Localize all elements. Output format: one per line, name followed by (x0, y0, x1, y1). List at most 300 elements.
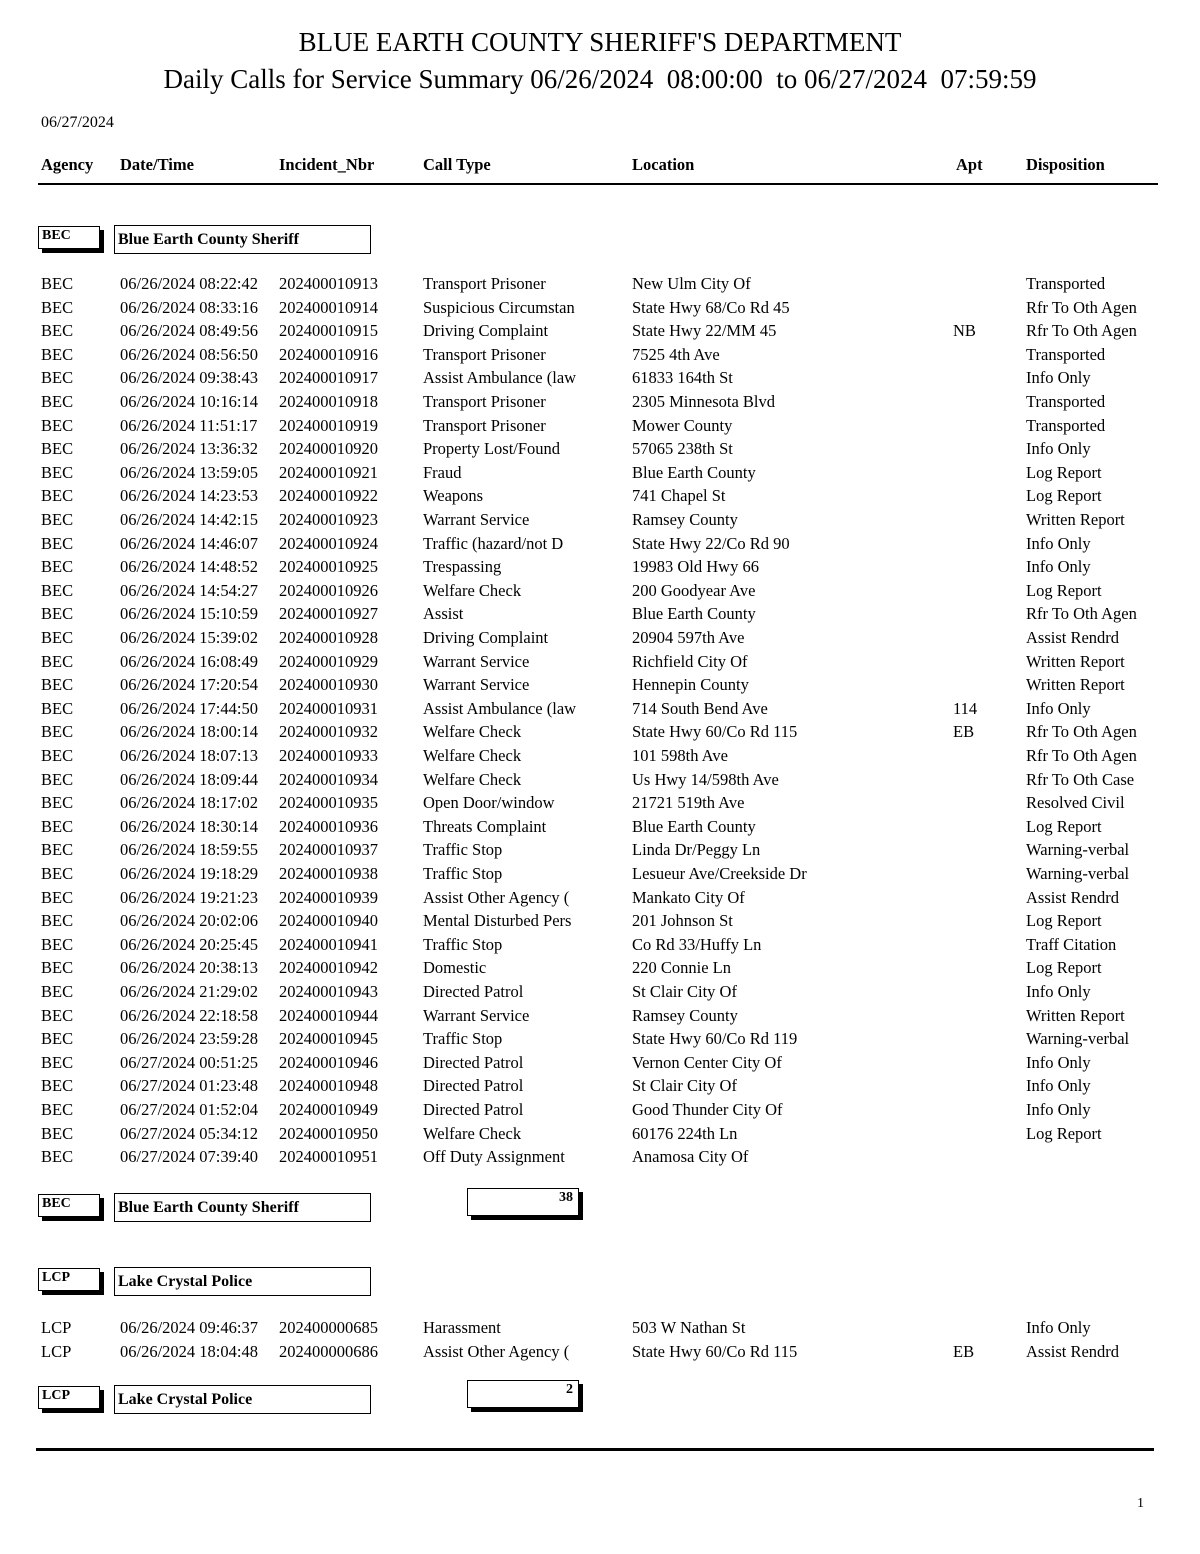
table-row (0, 485, 1200, 507)
table-row (0, 839, 1200, 861)
cell-disposition: Written Report (1026, 651, 1125, 671)
cell-location: 20904 597th Ave (632, 628, 745, 647)
cell-incident: 202400010944 (279, 1005, 378, 1025)
column-header-location: Location (632, 155, 695, 174)
cell-datetime: 06/26/2024 14:54:27 (120, 580, 258, 600)
cell-location: 7525 4th Ave (632, 344, 720, 364)
cell-agency: BEC (41, 1147, 74, 1167)
cell-agency: BEC (41, 368, 74, 388)
cell-location: Blue Earth County (632, 816, 756, 836)
table-row (0, 603, 1200, 625)
cell-call-type: Warrant Service (423, 675, 530, 695)
cell-datetime: 06/27/2024 07:39:40 (120, 1147, 258, 1167)
cell-incident: 202400010951 (279, 1147, 378, 1167)
table-row (0, 721, 1200, 743)
cell-incident: 202400010931 (279, 698, 378, 718)
cell-incident: 202400010919 (279, 415, 378, 435)
cell-disposition: Info Only (1026, 1076, 1091, 1096)
table-row (0, 769, 1200, 791)
cell-call-type: Directed Patrol (423, 1076, 524, 1096)
table-row (0, 344, 1200, 366)
cell-agency: LCP (41, 1318, 72, 1337)
cell-incident: 202400010922 (279, 486, 378, 506)
cell-agency: BEC (41, 557, 74, 577)
cell-location: State Hwy 60/Co Rd 115 (632, 722, 798, 742)
cell-disposition: Info Only (1026, 439, 1091, 459)
cell-disposition: Info Only (1026, 698, 1091, 718)
cell-call-type: Property Lost/Found (423, 439, 561, 459)
group-count-box-bec: 38 (467, 1188, 579, 1216)
column-header-datetime: Date/Time (120, 155, 194, 174)
cell-agency: BEC (41, 793, 74, 813)
group-footer-code-box-lcp: LCP (38, 1386, 100, 1409)
cell-datetime: 06/26/2024 18:00:14 (120, 722, 258, 742)
cell-call-type: Welfare Check (423, 580, 522, 600)
cell-incident: 202400010950 (279, 1123, 378, 1143)
cell-location: Mower County (632, 415, 733, 435)
cell-incident: 202400010940 (279, 911, 378, 931)
cell-agency: BEC (41, 486, 74, 506)
cell-agency: BEC (41, 533, 74, 553)
cell-incident: 202400010945 (279, 1029, 378, 1049)
cell-datetime: 06/27/2024 01:23:48 (120, 1076, 258, 1096)
cell-incident: 202400010938 (279, 864, 378, 883)
cell-incident: 202400010946 (279, 1052, 378, 1072)
cell-agency: BEC (41, 934, 74, 954)
cell-incident: 202400000685 (279, 1318, 378, 1337)
cell-call-type: Warrant Service (423, 1005, 530, 1025)
cell-datetime: 06/26/2024 13:36:32 (120, 439, 258, 459)
group-footer-name-box-lcp: Lake Crystal Police (114, 1385, 371, 1414)
cell-location: 741 Chapel St (632, 486, 726, 506)
cell-apt: NB (953, 321, 976, 341)
cell-datetime: 06/26/2024 10:16:14 (120, 392, 258, 411)
cell-call-type: Directed Patrol (423, 1052, 524, 1072)
cell-datetime: 06/26/2024 13:59:05 (120, 462, 258, 482)
cell-datetime: 06/26/2024 20:25:45 (120, 934, 258, 954)
cell-datetime: 06/26/2024 20:38:13 (120, 958, 258, 978)
cell-datetime: 06/26/2024 19:18:29 (120, 864, 258, 883)
cell-disposition: Info Only (1026, 368, 1091, 388)
cell-location: Richfield City Of (632, 651, 748, 671)
cell-disposition: Traff Citation (1026, 934, 1117, 954)
cell-datetime: 06/26/2024 15:39:02 (120, 628, 258, 647)
cell-disposition: Assist Rendrd (1026, 887, 1120, 907)
cell-agency: BEC (41, 1076, 74, 1096)
cell-incident: 202400010916 (279, 344, 378, 364)
cell-location: 201 Johnson St (632, 911, 733, 931)
cell-disposition: Rfr To Oth Case (1026, 769, 1135, 789)
cell-datetime: 06/26/2024 09:46:37 (120, 1318, 258, 1337)
cell-datetime: 06/26/2024 17:20:54 (120, 675, 258, 695)
table-row (0, 863, 1200, 885)
cell-disposition: Warning-verbal (1026, 840, 1130, 860)
cell-location: Hennepin County (632, 675, 749, 695)
cell-disposition: Info Only (1026, 982, 1091, 1001)
cell-location: State Hwy 22/Co Rd 90 (632, 533, 790, 553)
cell-incident: 202400010914 (279, 297, 378, 317)
cell-call-type: Welfare Check (423, 746, 522, 765)
header-rule (38, 183, 1158, 185)
cell-apt: EB (953, 722, 975, 742)
cell-agency: BEC (41, 439, 74, 459)
cell-disposition: Warning-verbal (1026, 1029, 1130, 1049)
cell-agency: BEC (41, 840, 74, 860)
table-row (0, 580, 1200, 602)
report-title: BLUE EARTH COUNTY SHERIFF'S DEPARTMENT (298, 27, 902, 57)
cell-call-type: Off Duty Assignment (423, 1147, 565, 1167)
page-number: 1 (1137, 1496, 1144, 1511)
cell-datetime: 06/26/2024 14:23:53 (120, 486, 258, 506)
cell-agency: BEC (41, 580, 74, 600)
cell-disposition: Info Only (1026, 1052, 1091, 1072)
cell-location: 61833 164th St (632, 368, 733, 388)
table-row (0, 1146, 1200, 1168)
cell-location: Anamosa City Of (632, 1147, 749, 1167)
cell-apt: EB (953, 1341, 975, 1361)
cell-incident: 202400010933 (279, 746, 378, 765)
cell-incident: 202400010932 (279, 722, 378, 742)
cell-call-type: Transport Prisoner (423, 274, 546, 293)
cell-agency: BEC (41, 1052, 74, 1072)
cell-datetime: 06/26/2024 23:59:28 (120, 1029, 258, 1049)
cell-incident: 202400010928 (279, 628, 378, 647)
cell-call-type: Assist (423, 604, 464, 624)
cell-datetime: 06/26/2024 16:08:49 (120, 651, 258, 671)
cell-incident: 202400000686 (279, 1341, 378, 1361)
cell-incident: 202400010948 (279, 1076, 378, 1096)
cell-call-type: Welfare Check (423, 1123, 522, 1143)
cell-call-type: Driving Complaint (423, 321, 549, 341)
cell-disposition: Info Only (1026, 533, 1091, 553)
table-row (0, 415, 1200, 437)
cell-agency: BEC (41, 1029, 74, 1049)
cell-call-type: Directed Patrol (423, 1100, 524, 1119)
cell-agency: BEC (41, 604, 74, 624)
cell-disposition: Log Report (1026, 958, 1102, 978)
cell-location: State Hwy 60/Co Rd 115 (632, 1341, 798, 1361)
cell-call-type: Fraud (423, 462, 462, 482)
cell-agency: BEC (41, 722, 74, 742)
cell-location: Blue Earth County (632, 604, 756, 624)
cell-incident: 202400010925 (279, 557, 378, 577)
table-row (0, 792, 1200, 814)
cell-agency: BEC (41, 675, 74, 695)
cell-incident: 202400010918 (279, 392, 378, 411)
cell-datetime: 06/26/2024 18:04:48 (120, 1341, 258, 1361)
cell-location: 101 598th Ave (632, 746, 728, 765)
cell-call-type: Warrant Service (423, 651, 530, 671)
cell-location: Lesueur Ave/Creekside Dr (632, 864, 807, 883)
cell-disposition: Transported (1026, 344, 1106, 364)
cell-location: 503 W Nathan St (632, 1318, 746, 1337)
table-row (0, 1075, 1200, 1097)
cell-agency: BEC (41, 1100, 74, 1119)
cell-location: State Hwy 68/Co Rd 45 (632, 297, 790, 317)
cell-incident: 202400010917 (279, 368, 378, 388)
table-row (0, 698, 1200, 720)
cell-agency: BEC (41, 510, 74, 529)
table-row (0, 674, 1200, 696)
report-subtitle: Daily Calls for Service Summary 06/26/2024 08:00:00 to 06/27/2024 07:59:59 (163, 64, 1037, 94)
cell-call-type: Traffic Stop (423, 864, 503, 883)
cell-call-type: Welfare Check (423, 722, 522, 742)
group-code-box-bec: BEC (38, 226, 100, 249)
cell-call-type: Assist Other Agency ( (423, 1341, 570, 1361)
cell-incident: 202400010924 (279, 533, 378, 553)
cell-disposition: Assist Rendrd (1026, 628, 1120, 647)
cell-disposition: Assist Rendrd (1026, 1341, 1120, 1361)
cell-call-type: Driving Complaint (423, 628, 549, 647)
cell-incident: 202400010935 (279, 793, 378, 813)
cell-datetime: 06/27/2024 00:51:25 (120, 1052, 258, 1072)
cell-disposition: Written Report (1026, 1005, 1125, 1025)
cell-call-type: Open Door/window (423, 793, 555, 813)
cell-agency: BEC (41, 321, 74, 341)
cell-agency: BEC (41, 698, 74, 718)
cell-location: Ramsey County (632, 1005, 738, 1025)
cell-agency: BEC (41, 462, 74, 482)
cell-call-type: Transport Prisoner (423, 392, 546, 411)
group-name-box-lcp: Lake Crystal Police (114, 1267, 371, 1296)
cell-apt: 114 (953, 698, 978, 718)
cell-datetime: 06/26/2024 19:21:23 (120, 887, 258, 907)
cell-call-type: Traffic Stop (423, 840, 503, 860)
cell-agency: BEC (41, 816, 74, 836)
table-row (0, 438, 1200, 460)
table-row (0, 533, 1200, 555)
cell-agency: BEC (41, 769, 74, 789)
cell-incident: 202400010937 (279, 840, 378, 860)
group-footer-code-box-bec: BEC (38, 1194, 100, 1217)
cell-datetime: 06/26/2024 08:22:42 (120, 274, 258, 293)
cell-datetime: 06/26/2024 14:48:52 (120, 557, 258, 577)
cell-incident: 202400010915 (279, 321, 378, 341)
cell-location: Us Hwy 14/598th Ave (632, 769, 779, 789)
cell-location: Ramsey County (632, 510, 738, 529)
cell-datetime: 06/27/2024 01:52:04 (120, 1100, 258, 1119)
table-row (0, 957, 1200, 979)
cell-agency: BEC (41, 392, 74, 411)
cell-agency: BEC (41, 958, 74, 978)
cell-disposition: Info Only (1026, 1100, 1091, 1119)
cell-datetime: 06/26/2024 14:46:07 (120, 533, 258, 553)
cell-datetime: 06/26/2024 08:56:50 (120, 344, 258, 364)
table-row (0, 320, 1200, 342)
cell-disposition: Log Report (1026, 816, 1102, 836)
column-header-apt: Apt (956, 155, 983, 174)
cell-location: 220 Connie Ln (632, 958, 731, 978)
cell-datetime: 06/26/2024 18:17:02 (120, 793, 258, 813)
cell-location: 714 South Bend Ave (632, 698, 768, 718)
cell-datetime: 06/26/2024 14:42:15 (120, 510, 258, 529)
group-name-box-bec: Blue Earth County Sheriff (114, 225, 371, 254)
cell-disposition: Rfr To Oth Agen (1026, 297, 1137, 317)
cell-disposition: Transported (1026, 415, 1106, 435)
table-row (0, 981, 1200, 1003)
cell-incident: 202400010929 (279, 651, 378, 671)
cell-datetime: 06/26/2024 09:38:43 (120, 368, 258, 388)
cell-location: New Ulm City Of (632, 274, 751, 293)
cell-datetime: 06/26/2024 18:09:44 (120, 769, 258, 789)
cell-datetime: 06/26/2024 21:29:02 (120, 982, 258, 1001)
cell-datetime: 06/26/2024 15:10:59 (120, 604, 258, 624)
table-row (0, 1317, 1200, 1339)
cell-agency: BEC (41, 297, 74, 317)
cell-incident: 202400010926 (279, 580, 378, 600)
cell-disposition: Info Only (1026, 557, 1091, 577)
cell-disposition: Log Report (1026, 462, 1102, 482)
column-header-agency: Agency (41, 155, 94, 174)
cell-location: 60176 224th Ln (632, 1123, 738, 1143)
cell-location: 2305 Minnesota Blvd (632, 392, 775, 411)
cell-agency: BEC (41, 1123, 74, 1143)
cell-disposition: Written Report (1026, 675, 1125, 695)
cell-location: St Clair City Of (632, 1076, 737, 1096)
cell-call-type: Transport Prisoner (423, 415, 546, 435)
cell-call-type: Traffic Stop (423, 934, 503, 954)
group-count-box-lcp: 2 (467, 1380, 579, 1408)
table-row (0, 367, 1200, 389)
cell-disposition: Log Report (1026, 580, 1102, 600)
cell-datetime: 06/26/2024 18:30:14 (120, 816, 258, 836)
cell-incident: 202400010939 (279, 887, 378, 907)
cell-incident: 202400010921 (279, 462, 378, 482)
cell-datetime: 06/26/2024 08:33:16 (120, 297, 258, 317)
cell-call-type: Welfare Check (423, 769, 522, 789)
cell-location: 21721 519th Ave (632, 793, 745, 813)
cell-incident: 202400010930 (279, 675, 378, 695)
cell-incident: 202400010941 (279, 934, 378, 954)
cell-location: Linda Dr/Peggy Ln (632, 840, 761, 860)
cell-agency: BEC (41, 911, 74, 931)
table-row (0, 1052, 1200, 1074)
cell-disposition: Written Report (1026, 510, 1125, 529)
table-row (0, 1123, 1200, 1145)
table-row (0, 934, 1200, 956)
table-row (0, 509, 1200, 531)
cell-datetime: 06/26/2024 17:44:50 (120, 698, 258, 718)
cell-disposition: Transported (1026, 274, 1106, 293)
cell-agency: BEC (41, 1005, 74, 1025)
cell-disposition: Rfr To Oth Agen (1026, 604, 1137, 624)
cell-agency: BEC (41, 746, 74, 765)
table-row (0, 273, 1200, 295)
cell-call-type: Harassment (423, 1318, 501, 1337)
cell-agency: BEC (41, 887, 74, 907)
cell-disposition: Log Report (1026, 1123, 1102, 1143)
cell-agency: BEC (41, 982, 74, 1001)
cell-incident: 202400010923 (279, 510, 378, 529)
cell-location: State Hwy 60/Co Rd 119 (632, 1029, 798, 1049)
cell-disposition: Log Report (1026, 486, 1102, 506)
cell-location: Co Rd 33/Huffy Ln (632, 934, 762, 954)
cell-location: 200 Goodyear Ave (632, 580, 756, 600)
cell-location: 57065 238th St (632, 439, 733, 459)
cell-location: Mankato City Of (632, 887, 745, 907)
group-code-box-lcp: LCP (38, 1268, 100, 1291)
cell-agency: LCP (41, 1341, 72, 1361)
table-row (0, 627, 1200, 649)
cell-call-type: Directed Patrol (423, 982, 524, 1001)
cell-location: Good Thunder City Of (632, 1100, 783, 1119)
table-row (0, 556, 1200, 578)
cell-incident: 202400010927 (279, 604, 378, 624)
cell-incident: 202400010913 (279, 274, 378, 293)
cell-disposition: Resolved Civil (1026, 793, 1125, 813)
cell-call-type: Domestic (423, 958, 487, 978)
cell-incident: 202400010920 (279, 439, 378, 459)
column-header-disposition: Disposition (1026, 155, 1105, 174)
cell-datetime: 06/26/2024 20:02:06 (120, 911, 258, 931)
table-row (0, 887, 1200, 909)
cell-call-type: Assist Ambulance (law (423, 368, 577, 388)
bottom-rule (36, 1448, 1154, 1451)
cell-agency: BEC (41, 344, 74, 364)
cell-call-type: Trespassing (423, 557, 502, 577)
cell-call-type: Weapons (423, 486, 484, 506)
cell-incident: 202400010934 (279, 769, 378, 789)
cell-call-type: Assist Other Agency ( (423, 887, 570, 907)
cell-disposition: Rfr To Oth Agen (1026, 722, 1137, 742)
cell-incident: 202400010942 (279, 958, 378, 978)
cell-call-type: Warrant Service (423, 510, 530, 529)
cell-datetime: 06/27/2024 05:34:12 (120, 1123, 258, 1143)
cell-datetime: 06/26/2024 11:51:17 (120, 415, 258, 435)
table-row (0, 1005, 1200, 1027)
table-row (0, 391, 1200, 413)
cell-agency: BEC (41, 628, 74, 647)
cell-datetime: 06/26/2024 18:07:13 (120, 746, 258, 765)
table-row (0, 1028, 1200, 1050)
table-row (0, 745, 1200, 767)
table-row (0, 462, 1200, 484)
cell-incident: 202400010949 (279, 1100, 378, 1119)
cell-agency: BEC (41, 864, 74, 883)
cell-call-type: Traffic Stop (423, 1029, 503, 1049)
cell-incident: 202400010943 (279, 982, 378, 1001)
table-row (0, 816, 1200, 838)
cell-disposition: Rfr To Oth Agen (1026, 746, 1137, 765)
cell-call-type: Assist Ambulance (law (423, 698, 577, 718)
table-row (0, 1099, 1200, 1121)
cell-agency: BEC (41, 274, 74, 293)
cell-incident: 202400010936 (279, 816, 378, 836)
table-row (0, 910, 1200, 932)
cell-call-type: Threats Complaint (423, 816, 547, 836)
table-row (0, 1341, 1200, 1363)
cell-location: Vernon Center City Of (632, 1052, 782, 1072)
report-date: 06/27/2024 (41, 114, 114, 131)
cell-disposition: Info Only (1026, 1318, 1091, 1337)
cell-disposition: Transported (1026, 392, 1106, 411)
cell-datetime: 06/26/2024 08:49:56 (120, 321, 258, 341)
cell-disposition: Log Report (1026, 911, 1102, 931)
cell-call-type: Mental Disturbed Pers (423, 911, 572, 931)
cell-datetime: 06/26/2024 18:59:55 (120, 840, 258, 860)
cell-location: 19983 Old Hwy 66 (632, 557, 759, 577)
cell-call-type: Traffic (hazard/not D (423, 533, 564, 553)
column-header-call-type: Call Type (423, 155, 491, 174)
cell-call-type: Transport Prisoner (423, 344, 546, 364)
cell-agency: BEC (41, 651, 74, 671)
table-row (0, 651, 1200, 673)
cell-disposition: Warning-verbal (1026, 864, 1130, 883)
cell-datetime: 06/26/2024 22:18:58 (120, 1005, 258, 1025)
cell-location: State Hwy 22/MM 45 (632, 321, 777, 341)
cell-disposition: Rfr To Oth Agen (1026, 321, 1137, 341)
cell-agency: BEC (41, 415, 74, 435)
